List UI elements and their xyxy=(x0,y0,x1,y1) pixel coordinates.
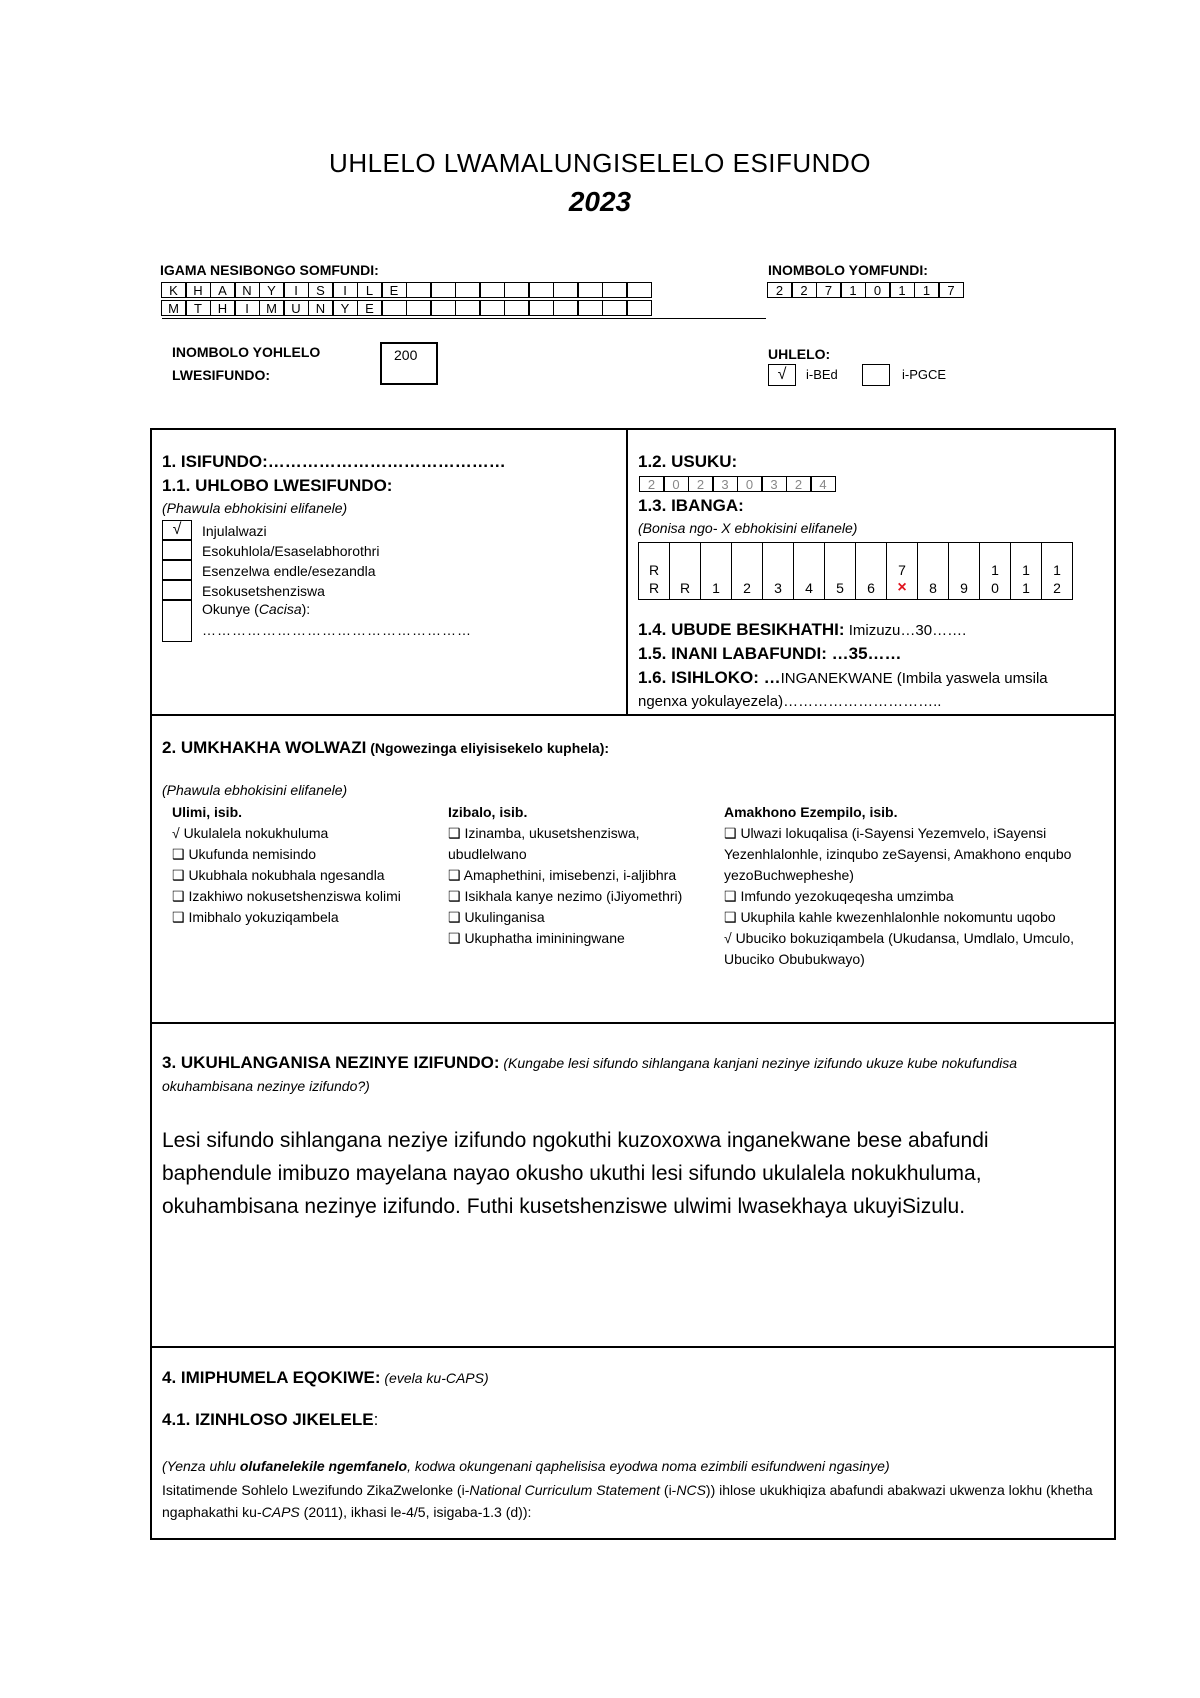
other-type-dots: ……………………………………………… xyxy=(202,622,472,638)
grade-cell[interactable] xyxy=(918,543,949,600)
char-cell[interactable]: I xyxy=(283,282,309,298)
lesson-type-option[interactable] xyxy=(162,561,379,581)
grade-cell-top xyxy=(732,561,762,579)
section-divider-2 xyxy=(152,714,1114,716)
grade-cell-top xyxy=(856,561,886,579)
lesson-type-option[interactable] xyxy=(162,521,379,541)
grade-cell-bottom: R xyxy=(679,580,691,596)
grade-cell-bottom: 1 xyxy=(712,580,720,596)
grade-cell-top: 1 xyxy=(1022,562,1030,578)
char-cell[interactable] xyxy=(504,282,530,298)
knowledge-item[interactable]: ❑ Imfundo yezokuqeqesha umzimba xyxy=(724,888,954,904)
other-type-checkbox[interactable] xyxy=(162,600,192,642)
char-cell[interactable]: N xyxy=(234,282,260,298)
date-cells xyxy=(640,476,836,492)
char-cell[interactable] xyxy=(455,282,481,298)
grade-cell[interactable] xyxy=(856,543,887,600)
page-year: 2023 xyxy=(568,186,632,217)
section-divider-4 xyxy=(152,1346,1114,1348)
char-cell[interactable]: H xyxy=(210,300,236,316)
grade-cell-bottom: 3 xyxy=(774,580,782,596)
char-cell[interactable] xyxy=(528,282,554,298)
lesson-type-option[interactable] xyxy=(162,581,379,601)
char-cell[interactable]: 0 xyxy=(663,476,689,492)
duration-field: 1.4. UBUDE BESIKHATHI: Imizuzu…30……. xyxy=(638,620,967,639)
char-cell[interactable]: S xyxy=(308,282,334,298)
char-cell[interactable]: E xyxy=(381,282,407,298)
char-cell[interactable]: 2 xyxy=(791,282,817,298)
grade-cell-bottom: 2 xyxy=(743,580,751,596)
grade-cell-bottom: 6 xyxy=(867,580,875,596)
grade-cell-top xyxy=(701,561,731,579)
lesson-type-hint: (Phawula ebhokisini elifanele) xyxy=(162,500,348,516)
char-cell[interactable]: 3 xyxy=(712,476,738,492)
char-cell[interactable]: 7 xyxy=(938,282,964,298)
grade-cell-bottom: 4 xyxy=(805,580,813,596)
knowledge-item[interactable]: ❑ Ukubhala nokubhala ngesandla xyxy=(172,867,385,883)
grade-cell-top: 1 xyxy=(991,562,999,578)
char-cell[interactable]: M xyxy=(259,300,285,316)
grade-cell[interactable] xyxy=(794,543,825,600)
maths-list xyxy=(448,823,688,949)
date-label: 1.2. USUKU: xyxy=(638,452,738,471)
lesson-type-checkbox[interactable] xyxy=(162,540,192,560)
grade-cell-top xyxy=(825,561,855,579)
grade-table xyxy=(638,542,1073,600)
knowledge-item[interactable]: ❑ Amaphethini, imisebenzi, i-aljibhra xyxy=(448,867,677,883)
char-cell[interactable]: Y xyxy=(332,300,358,316)
lesson-plan-form xyxy=(150,428,1116,1540)
char-cell[interactable]: I xyxy=(234,300,260,316)
maths-heading: Izibalo, isib. xyxy=(448,804,528,820)
grade-cell[interactable] xyxy=(980,543,1011,600)
student-name-label: IGAMA NESIBONGO SOMFUNDI: xyxy=(160,262,379,278)
char-cell[interactable] xyxy=(504,300,530,316)
page-title: UHLELO LWAMALUNGISELELO ESIFUNDO xyxy=(329,148,871,178)
char-cell[interactable] xyxy=(553,300,579,316)
char-cell[interactable]: 4 xyxy=(810,476,836,492)
subject-field: 1. ISIFUNDO:…………………………………… xyxy=(162,452,506,471)
grade-cell-top: 1 xyxy=(1053,562,1061,578)
char-cell[interactable] xyxy=(602,282,628,298)
grade-cell-top xyxy=(794,561,824,579)
char-cell[interactable] xyxy=(455,300,481,316)
char-cell[interactable] xyxy=(381,300,407,316)
grade-cell-bottom: R xyxy=(648,580,660,596)
grade-cell[interactable] xyxy=(670,543,701,600)
knowledge-item[interactable]: √ Ubuciko bokuziqambela (Ukudansa, Umdlalo, Umculo, Ubuciko Obubukwayo) xyxy=(724,930,1075,967)
grade-cell[interactable] xyxy=(887,543,918,600)
lesson-number-box[interactable] xyxy=(380,342,438,385)
char-cell[interactable] xyxy=(602,300,628,316)
char-cell[interactable] xyxy=(430,300,456,316)
topic-field: 1.6. ISIHLOKO: …INGANEKWANE (Imbila yaswela umsila ngenxa yokulayezela)………………………….. xyxy=(638,668,1048,710)
char-cell[interactable]: K xyxy=(161,282,187,298)
grade-cell-top xyxy=(670,561,700,579)
grade-hint: (Bonisa ngo- X ebhokisini elifanele) xyxy=(638,520,858,536)
grade-cell[interactable] xyxy=(639,543,670,600)
char-cell[interactable]: 2 xyxy=(639,476,665,492)
lesson-type-checkbox[interactable]: √ xyxy=(162,520,192,540)
char-cell[interactable] xyxy=(528,300,554,316)
first-name-cells xyxy=(162,282,652,298)
lesson-type-label: Esokusetshenziswa xyxy=(202,583,325,599)
grade-cell-top xyxy=(949,561,979,579)
char-cell[interactable] xyxy=(626,282,652,298)
lesson-type-title: 1.1. UHLOBO LWESIFUNDO: xyxy=(162,476,393,495)
char-cell[interactable] xyxy=(430,282,456,298)
name-underline xyxy=(162,318,766,319)
lesson-type-option[interactable] xyxy=(162,541,379,561)
knowledge-item[interactable]: ❑ Ukuphatha imininingwane xyxy=(448,930,625,946)
char-cell[interactable] xyxy=(406,300,432,316)
grade-cell[interactable] xyxy=(825,543,856,600)
char-cell[interactable] xyxy=(577,300,603,316)
grade-cell-top: R xyxy=(648,562,660,578)
char-cell[interactable]: I xyxy=(332,282,358,298)
char-cell[interactable]: 2 xyxy=(767,282,793,298)
char-cell[interactable]: L xyxy=(357,282,383,298)
char-cell[interactable]: 2 xyxy=(688,476,714,492)
lesson-number-label-1: INOMBOLO YOHLELO xyxy=(172,344,321,360)
grade-selected-mark: × xyxy=(897,579,907,596)
language-column xyxy=(172,802,422,928)
grade-cell[interactable] xyxy=(763,543,794,600)
char-cell[interactable] xyxy=(479,282,505,298)
lesson-type-checkbox[interactable] xyxy=(162,560,192,580)
student-number-cells xyxy=(768,282,964,298)
char-cell[interactable]: N xyxy=(308,300,334,316)
knowledge-item[interactable]: ❑ Ukufunda nemisindo xyxy=(172,846,317,862)
grade-cell-bottom: 2 xyxy=(1053,580,1061,596)
lesson-number-label-2: LWESIFUNDO: xyxy=(172,367,270,383)
knowledge-item[interactable]: ❑ Izakhiwo nokusetshenziswa kolimi xyxy=(172,888,401,904)
lesson-type-label: Injulalwazi xyxy=(202,523,267,539)
outcomes-title: 4. IMIPHUMELA EQOKIWE: (evela ku-CAPS) xyxy=(162,1368,489,1387)
char-cell[interactable] xyxy=(626,300,652,316)
section1-divider xyxy=(626,430,628,716)
pgce-checkbox[interactable] xyxy=(862,364,890,386)
grade-cell[interactable] xyxy=(949,543,980,600)
knowledge-item[interactable]: ❑ Ukuphila kahle kwezenhlalonhle nokomuntu uqobo xyxy=(724,909,1056,925)
knowledge-area-hint: (Phawula ebhokisini elifanele) xyxy=(162,782,348,798)
integration-title: 3. UKUHLANGANISA NEZINYE IZIFUNDO: (Kungabe lesi sifundo sihlangana kanjani nezinye izifundo ukuze kube nokufundisa okuhambisana nezinye izifundo?) xyxy=(162,1053,1018,1094)
char-cell[interactable]: Y xyxy=(259,282,285,298)
lesson-number-value: 200 xyxy=(394,347,418,363)
grade-cell-bottom: 1 xyxy=(1022,580,1030,596)
grade-cell-bottom: 8 xyxy=(929,580,937,596)
life-skills-heading: Amakhono Ezempilo, isib. xyxy=(724,804,898,820)
maths-column xyxy=(448,802,688,949)
char-cell[interactable]: E xyxy=(357,300,383,316)
program-label: UHLELO: xyxy=(768,346,831,362)
grade-cell[interactable] xyxy=(1042,543,1073,600)
knowledge-item[interactable]: ❑ Ukulinganisa xyxy=(448,909,545,925)
char-cell[interactable]: 2 xyxy=(786,476,812,492)
ncs-statement: Isitatimende Sohlelo Lwezifundo ZikaZwelonke (i-National Curriculum Statement (i-NCS)) ihlose ukukhiqiza abafundi abakwazi ukwenza lokhu (khetha ngaphakathi ku-CAPS (2011), ikhasi le-4/5, isigaba-1.3 (d)): xyxy=(162,1482,1093,1520)
grade-cell-bottom: 0 xyxy=(991,580,999,596)
pgce-label: i-PGCE xyxy=(902,367,947,382)
knowledge-item[interactable]: √ Ukulalela nokukhuluma xyxy=(172,825,329,841)
lesson-type-label: Esokuhlola/Esaselabhorothri xyxy=(202,543,380,559)
language-heading: Ulimi, isib. xyxy=(172,804,243,820)
grade-cell[interactable] xyxy=(701,543,732,600)
knowledge-item[interactable]: ❑ Imibhalo yokuziqambela xyxy=(172,909,339,925)
grade-cell[interactable] xyxy=(732,543,763,600)
char-cell[interactable]: 0 xyxy=(865,282,891,298)
char-cell[interactable]: M xyxy=(161,300,187,316)
char-cell[interactable]: H xyxy=(185,282,211,298)
integration-body: Lesi sifundo sihlangana neziye izifundo ngokuthi kuzoxoxwa inganekwane bese abafundi baphendule imibuzo mayelana nayao okusho ukuthi lesi sifundo ukulalela nokukhuluma, okuhambisana nezinye izifundo. Futhi kusetshenziswe ulwimi lwasekhaya ukuyiSizulu. xyxy=(162,1129,989,1218)
char-cell[interactable]: 1 xyxy=(889,282,915,298)
knowledge-item[interactable]: ❑ Isikhala kanye nezimo (iJiyomethri) xyxy=(448,888,683,904)
lesson-type-options xyxy=(162,521,379,601)
grade-cell-top xyxy=(918,561,948,579)
char-cell[interactable]: T xyxy=(185,300,211,316)
char-cell[interactable] xyxy=(406,282,432,298)
grade-title: 1.3. IBANGA: xyxy=(638,496,744,515)
learners-field: 1.5. INANI LABAFUNDI: …35…… xyxy=(638,644,902,663)
life-skills-column xyxy=(724,802,1094,970)
grade-cell[interactable] xyxy=(1011,543,1042,600)
bed-checkbox[interactable]: √ xyxy=(768,364,796,386)
char-cell[interactable]: 7 xyxy=(816,282,842,298)
char-cell[interactable]: U xyxy=(283,300,309,316)
grade-cell-bottom: 9 xyxy=(960,580,968,596)
lesson-type-label: Esenzelwa endle/esezandla xyxy=(202,563,376,579)
grade-cell-top xyxy=(763,561,793,579)
life-skills-list xyxy=(724,823,1094,970)
char-cell[interactable] xyxy=(479,300,505,316)
knowledge-area-title: 2. UMKHAKHA WOLWAZI (Ngowezinga eliyisisekelo kuphela): xyxy=(162,738,610,757)
knowledge-item[interactable]: ❑ Ulwazi lokuqalisa (i-Sayensi Yezemvelo, iSayensi Yezenhlalonhle, izinqubo zeSayensi, Amakhono enqubo yezoBuchwepheshe) xyxy=(724,825,1072,883)
general-aims-title: 4.1. IZINHLOSO JIKELELE: xyxy=(162,1410,379,1429)
knowledge-item[interactable]: ❑ Izinamba, ukusetshenziswa, ubudlelwano xyxy=(448,825,640,862)
student-number-label: INOMBOLO YOMFUNDI: xyxy=(768,262,928,278)
char-cell[interactable]: 1 xyxy=(914,282,940,298)
char-cell[interactable] xyxy=(577,282,603,298)
char-cell[interactable]: A xyxy=(210,282,236,298)
section-divider-3 xyxy=(152,1022,1114,1024)
lesson-type-checkbox[interactable] xyxy=(162,580,192,600)
outcomes-hint: (Yenza uhlu olufanelekile ngemfanelo, kodwa okungenani qaphelisisa eyodwa noma ezimbili esifundweni ngasinye) xyxy=(162,1458,890,1474)
char-cell[interactable]: 1 xyxy=(840,282,866,298)
char-cell[interactable]: 0 xyxy=(737,476,763,492)
other-type-label: Okunye (Cacisa): xyxy=(202,601,311,617)
char-cell[interactable] xyxy=(553,282,579,298)
grade-cell-bottom: 5 xyxy=(836,580,844,596)
surname-cells xyxy=(162,300,652,316)
bed-label: i-BEd xyxy=(806,367,838,382)
char-cell[interactable]: 3 xyxy=(761,476,787,492)
grade-cell-top: 7 xyxy=(898,562,906,578)
language-list xyxy=(172,823,422,928)
